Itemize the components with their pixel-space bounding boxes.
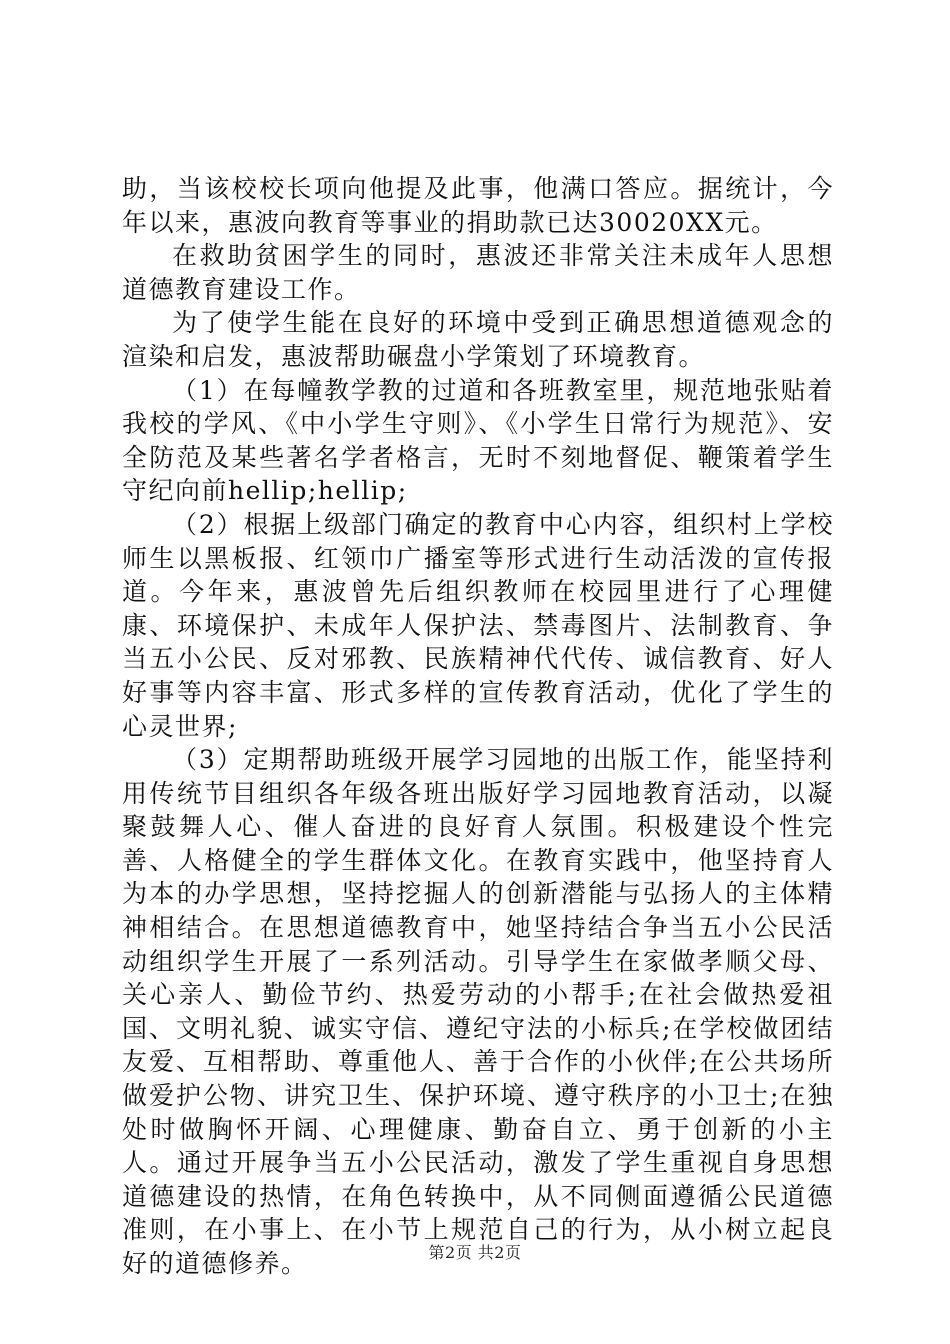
paragraph-continuation: 助，当该校校长项向他提及此事，他满口答应。据统计，今年以来，惠波向教育等事业的捐助款已达30020XX元。 [122, 174, 834, 237]
paragraph-item-3: （3）定期帮助班级开展学习园地的出版工作，能坚持利用传统节目组织各年级各班出版好学习园地教育活动，以凝聚鼓舞人心、催人奋进的良好育人氛围。积极建设个性完善、人格健全的学生群体文化。在教育实践中，他坚持育人为本的办学思想，坚持挖掘人的创新潜能与弘扬人的主体精神相结合。在思想道德教育中，她坚持结合争当五小公民活动组织学生开展了一系列活动。引导学生在家做孝顺父母、关心亲人、勤俭节约、热爱劳动的小帮手;在社会做热爱祖国、文明礼貌、诚实守信、遵纪守法的小标兵;在学校做团结友爱、互相帮助、尊重他人、善于合作的小伙伴;在公共场所做爱护公物、讲究卫生、保护环境、遵守秩序的小卫士;在独处时做胸怀开阔、心理健康、勤奋自立、勇于创新的小主人。通过开展争当五小公民活动，激发了学生重视自身思想道德建设的热情，在角色转换中，从不同侧面遵循公民道德准则，在小事上、在小节上规范自己的行为，从小树立起良好的道德修养。 [122, 745, 834, 1278]
paragraph-item-1: （1）在每幢教学教的过道和各班教室里，规范地张贴着我校的学风、《中小学生守则》、《小学生日常行为规范》、安全防范及某些著名学者格言，无时不刻地督促、鞭策着学生守纪向前hellip;hellip; [122, 375, 834, 506]
page-footer: 第2页 共2页 [428, 1243, 522, 1262]
document-body [122, 172, 834, 1281]
paragraph-care-for-youth: 在救助贫困学生的同时，惠波还非常关注未成年人思想道德教育建设工作。 [122, 241, 834, 304]
paragraph-item-2: （2）根据上级部门确定的教育中心内容，组织村上学校师生以黑板报、红领巾广播室等形式进行生动活泼的宣传报道。今年来，惠波曾先后组织教师在校园里进行了心理健康、环境保护、未成年人保护法、禁毒图片、法制教育、争当五小公民、反对邪教、民族精神代代传、诚信教育、好人好事等内容丰富、形式多样的宣传教育活动，优化了学生的心灵世界; [122, 509, 834, 741]
paragraph-environment-education: 为了使学生能在良好的环境中受到正确思想道德观念的渲染和启发，惠波帮助碾盘小学策划了环境教育。 [122, 308, 834, 371]
